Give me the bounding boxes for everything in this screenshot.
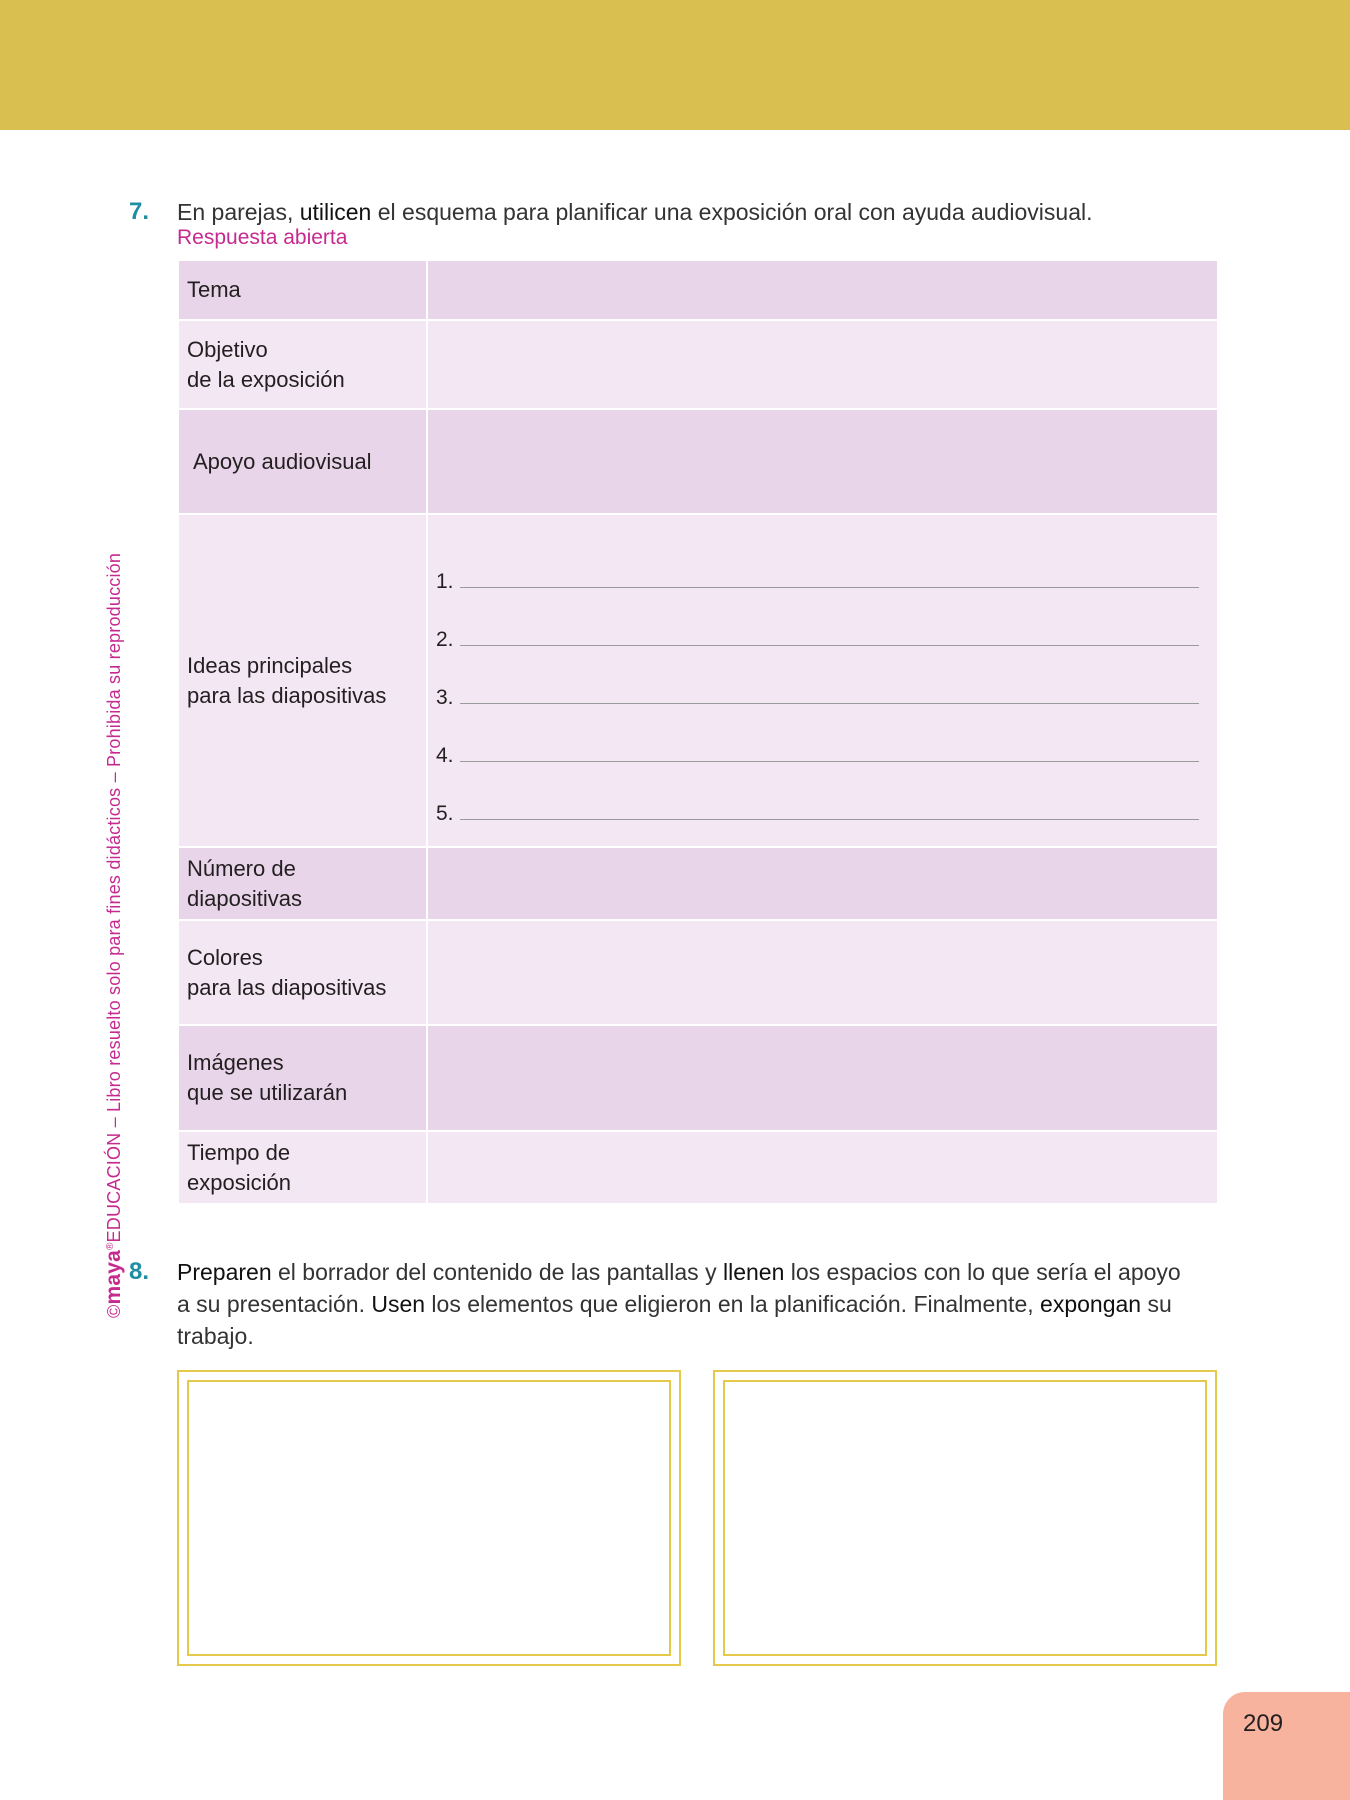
- idea-number: 1.: [436, 569, 454, 593]
- field-objetivo[interactable]: [427, 320, 1218, 409]
- idea-number: 4.: [436, 743, 454, 767]
- label-line-1: Número de: [187, 855, 296, 881]
- idea-number: 5.: [436, 801, 454, 825]
- field-tema[interactable]: [427, 260, 1218, 320]
- row-colores: [178, 920, 1218, 1025]
- ideas-list: [428, 518, 1217, 844]
- q7-text-after: el esquema para planificar una exposición oral con ayuda audiovisual.: [371, 199, 1093, 225]
- idea-number: 3.: [436, 685, 454, 709]
- label-apoyo: [178, 409, 427, 514]
- label-text: Tema: [187, 277, 241, 302]
- row-ideas: [178, 514, 1218, 847]
- idea-line-5[interactable]: [436, 768, 1199, 826]
- copyright-text: EDUCACIÓN – Libro resuelto solo para fines didácticos – Prohibida su reproducción: [104, 552, 124, 1243]
- question-7-number: 7.: [129, 198, 150, 225]
- field-ideas: [427, 514, 1218, 847]
- slide-draft-inner-1: [187, 1380, 671, 1656]
- slide-draft-box-1[interactable]: [177, 1370, 681, 1666]
- label-objetivo: [178, 320, 427, 409]
- q8-text-2: los espacios con lo que sería el apoyo a su presentación.: [177, 1259, 1181, 1317]
- question-7-text: [177, 196, 1227, 228]
- q8-text-4: su trabajo.: [177, 1291, 1172, 1349]
- label-line-1: Objetivo: [187, 336, 268, 362]
- question-8-text: [177, 1256, 1187, 1352]
- slide-draft-inner-2: [723, 1380, 1207, 1656]
- label-line-2: de la exposición: [187, 366, 345, 392]
- header-band: [0, 0, 1350, 130]
- write-line: [460, 741, 1199, 762]
- q7-text-before: En parejas,: [177, 199, 300, 225]
- label-numero: [178, 847, 427, 920]
- q8-text-3: los elementos que eligieron en la planificación. Finalmente,: [425, 1291, 1041, 1317]
- q8-verb-2: llenen: [722, 1259, 785, 1285]
- label-line-2: diapositivas: [187, 885, 302, 911]
- label-line-2: exposición: [187, 1169, 291, 1195]
- idea-number: 2.: [436, 627, 454, 651]
- label-imagenes: [178, 1025, 427, 1131]
- label-tiempo: [178, 1131, 427, 1204]
- q8-verb-4: expongan: [1040, 1291, 1142, 1317]
- planning-table: [177, 259, 1219, 1205]
- label-line-2: para las diapositivas: [187, 682, 387, 708]
- write-line: [460, 567, 1199, 588]
- slide-draft-box-2[interactable]: [713, 1370, 1217, 1666]
- brand-logo-text: maya: [102, 1250, 125, 1305]
- row-objetivo: [178, 320, 1218, 409]
- answer-note: Respuesta abierta: [177, 226, 348, 249]
- q7-verb: utilicen: [299, 199, 372, 225]
- page-number-tab: [1223, 1692, 1350, 1800]
- field-apoyo[interactable]: [427, 409, 1218, 514]
- label-line-2: para las diapositivas: [187, 974, 387, 1000]
- field-numero[interactable]: [427, 847, 1218, 920]
- vertical-copyright-note: [102, 553, 126, 1318]
- row-tema: [178, 260, 1218, 320]
- label-line-1: Colores: [187, 944, 263, 970]
- label-text: Apoyo audiovisual: [193, 448, 372, 474]
- question-8-number: 8.: [129, 1258, 150, 1285]
- idea-line-1[interactable]: [436, 536, 1199, 594]
- write-line: [460, 799, 1199, 820]
- field-tiempo[interactable]: [427, 1131, 1218, 1204]
- copyright-symbol: ©: [104, 1304, 124, 1318]
- row-tiempo: [178, 1131, 1218, 1204]
- label-line-1: Ideas principales: [187, 652, 353, 678]
- write-line: [460, 683, 1199, 704]
- registered-mark: ®: [105, 1242, 116, 1251]
- row-apoyo: [178, 409, 1218, 514]
- row-imagenes: [178, 1025, 1218, 1131]
- label-ideas: [178, 514, 427, 847]
- q8-verb-1: Preparen: [177, 1259, 272, 1285]
- label-tema: [178, 260, 427, 320]
- row-numero: [178, 847, 1218, 920]
- idea-line-2[interactable]: [436, 594, 1199, 652]
- idea-line-4[interactable]: [436, 710, 1199, 768]
- write-line: [460, 625, 1199, 646]
- label-line-1: Imágenes: [187, 1050, 284, 1075]
- label-colores: [178, 920, 427, 1025]
- field-colores[interactable]: [427, 920, 1218, 1025]
- q8-text-1: el borrador del contenido de las pantallas y: [271, 1259, 723, 1285]
- idea-line-3[interactable]: [436, 652, 1199, 710]
- label-line-2: que se utilizarán: [187, 1080, 348, 1105]
- q8-verb-3: Usen: [371, 1291, 426, 1317]
- field-imagenes[interactable]: [427, 1025, 1218, 1131]
- label-line-1: Tiempo de: [187, 1139, 291, 1165]
- page-number: 209: [1243, 1710, 1284, 1737]
